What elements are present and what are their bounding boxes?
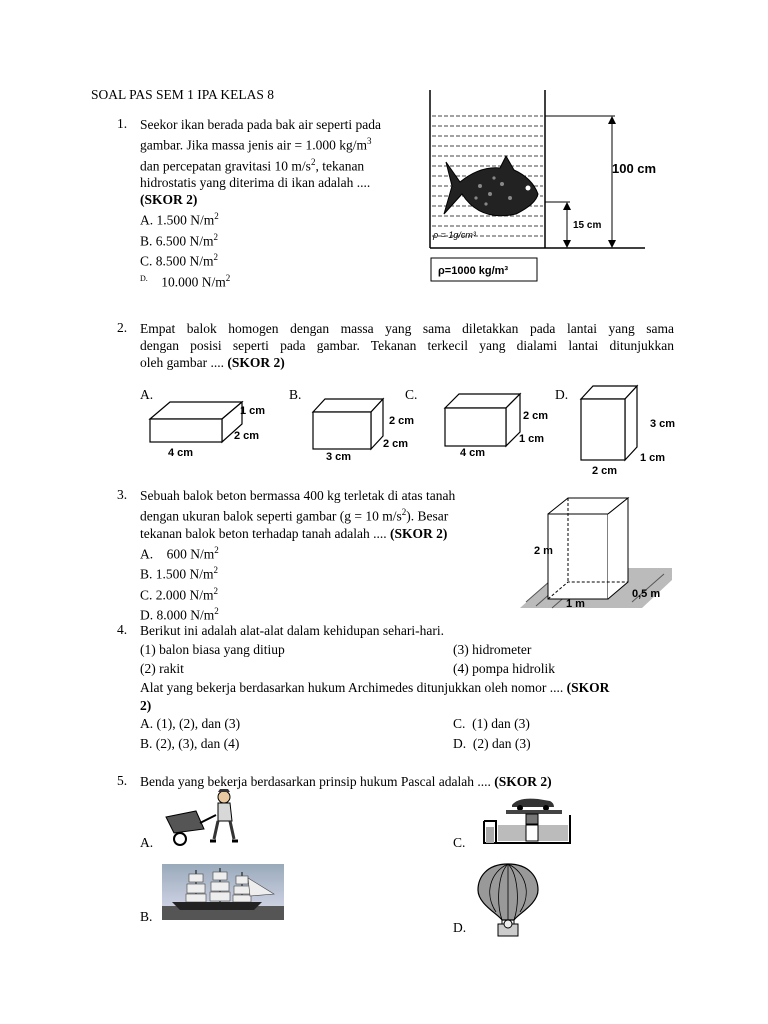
q2-text: [140, 320, 674, 371]
q5-option-c[interactable]: C.: [453, 835, 466, 850]
q2-c-dim3: 4 cm: [460, 447, 486, 459]
q2-line: dengan posisi seperti pada gambar. Tekanan terkecil yang dialami lantai ditunjukkan: [140, 338, 674, 353]
rho-box-label: ρ=1000 kg/m³: [438, 265, 509, 277]
q2-option-c[interactable]: C.: [405, 387, 418, 402]
sailing-ship-icon: [162, 864, 284, 920]
rho-inner-label: ρ = 1g/cm³: [433, 230, 476, 240]
q4-option-a[interactable]: A. (1), (2), dan (3): [140, 716, 241, 731]
q4-intro: Berikut ini adalah alat-alat dalam kehidupan sehari-hari.: [140, 623, 445, 638]
q1-line: hidrostatis yang diterima di ikan adalah ....: [140, 175, 371, 190]
q2-line: oleh gambar .... (SKOR 2): [140, 355, 285, 370]
q4-item-4: (4) pompa hidrolik: [453, 661, 555, 676]
q5-option-a[interactable]: A.: [140, 835, 154, 850]
q3-option-a[interactable]: A. 600 $N/m^2$: [140, 544, 219, 561]
hot-air-balloon-icon: [476, 862, 540, 938]
q1-option-a[interactable]: A. 1.500 $N/m^2$: [140, 211, 219, 228]
q4-option-b[interactable]: B. (2), (3), dan (4): [140, 736, 240, 751]
q3-option-b[interactable]: B. 1.500 $N/m^2$: [140, 565, 219, 582]
q3-line: dengan ukuran balok seperti gambar (g = 10 $m/s^2$). Besar: [140, 507, 449, 524]
q3-line: Sebuah balok beton bermassa 400 kg terletak di atas tanah: [140, 488, 456, 503]
q2-number: 2.: [117, 320, 128, 335]
q3-number: 3.: [117, 487, 128, 502]
q1-line: gambar. Jika massa jenis air = 1.000 $kg/m^3$: [140, 136, 372, 153]
q3-height-label: 2 m: [534, 545, 553, 557]
q2-a-dim2: 2 cm: [234, 430, 260, 442]
q2-a-dim3: 4 cm: [168, 447, 194, 459]
q5-option-d[interactable]: D.: [453, 920, 467, 935]
q4-item-1: (1) balon biasa yang ditiup: [140, 642, 285, 657]
q3-width-label: 1 m: [566, 598, 585, 610]
q1-text: [140, 116, 412, 290]
q1-number: 1.: [117, 116, 128, 131]
q4-score: 2): [140, 698, 152, 713]
height-total-label: 100 cm: [612, 161, 657, 176]
q2-b-dim2: 2 cm: [383, 438, 409, 450]
q4-item-3: (3) hidrometer: [453, 642, 532, 657]
q1-score: (SKOR 2): [140, 192, 198, 207]
q2-d-dim3: 2 cm: [592, 465, 618, 477]
q2-a-dim1: 1 cm: [240, 405, 266, 417]
q3-text: [140, 487, 510, 624]
q2-c-dim2: 1 cm: [519, 433, 545, 445]
height-fish-label: 15 cm: [573, 220, 602, 231]
q2-d-dim2: 1 cm: [640, 452, 666, 464]
q3-option-d[interactable]: D. 8.000 $N/m^2$: [140, 606, 219, 623]
hydraulic-car-lift-icon: [482, 795, 572, 845]
q4-number: 4.: [117, 622, 128, 637]
q2-b-dim3: 3 cm: [326, 451, 352, 463]
q1-option-d[interactable]: $^{D.}$ 10.000 $N/m^2$: [140, 272, 231, 289]
q5-number: 5.: [117, 773, 128, 788]
q4-question: Alat yang bekerja berdasarkan hukum Archimedes ditunjukkan oleh nomor .... (SKOR: [140, 680, 610, 695]
q1-option-c[interactable]: C. 8.500 $N/m^2$: [140, 252, 219, 269]
q2-b-dim1: 2 cm: [389, 415, 415, 427]
q2-blocks-figure: [140, 380, 690, 480]
q3-line: tekanan balok beton terhadap tanah adalah .... (SKOR 2): [140, 525, 448, 541]
q2-option-b[interactable]: B.: [289, 387, 302, 402]
q2-option-d[interactable]: D.: [555, 387, 569, 402]
q5-option-b[interactable]: B.: [140, 909, 153, 924]
q2-option-a[interactable]: A.: [140, 387, 154, 402]
q2-line: Empat balok homogen dengan massa yang sama diletakkan pada lantai yang sama: [140, 321, 674, 336]
q1-option-b[interactable]: B. 6.500 $N/m^2$: [140, 231, 219, 248]
fish-icon: [444, 156, 538, 216]
q1-line: Seekor ikan berada pada bak air seperti pada: [140, 117, 382, 132]
q3-concrete-block-figure: [512, 490, 682, 615]
page-title: SOAL PAS SEM 1 IPA KELAS 8: [91, 87, 275, 102]
wheelbarrow-icon: [162, 789, 242, 849]
q4-option-d[interactable]: D. (2) dan (3): [453, 736, 531, 751]
q3-option-c[interactable]: C. 2.000 $N/m^2$: [140, 585, 219, 602]
q5-question: Benda yang bekerja berdasarkan prinsip hukum Pascal adalah .... (SKOR 2): [140, 774, 552, 789]
q1-figure-water-tank: [420, 90, 680, 285]
q4-option-c[interactable]: C. (1) dan (3): [453, 716, 530, 731]
q3-depth-label: 0,5 m: [632, 588, 661, 600]
q2-c-dim1: 2 cm: [523, 410, 549, 422]
q1-line: dan percepatan gravitasi 10 $m/s^2$, tekanan: [140, 156, 365, 173]
q4-item-2: (2) rakit: [140, 661, 184, 676]
q2-d-dim1: 3 cm: [650, 418, 676, 430]
